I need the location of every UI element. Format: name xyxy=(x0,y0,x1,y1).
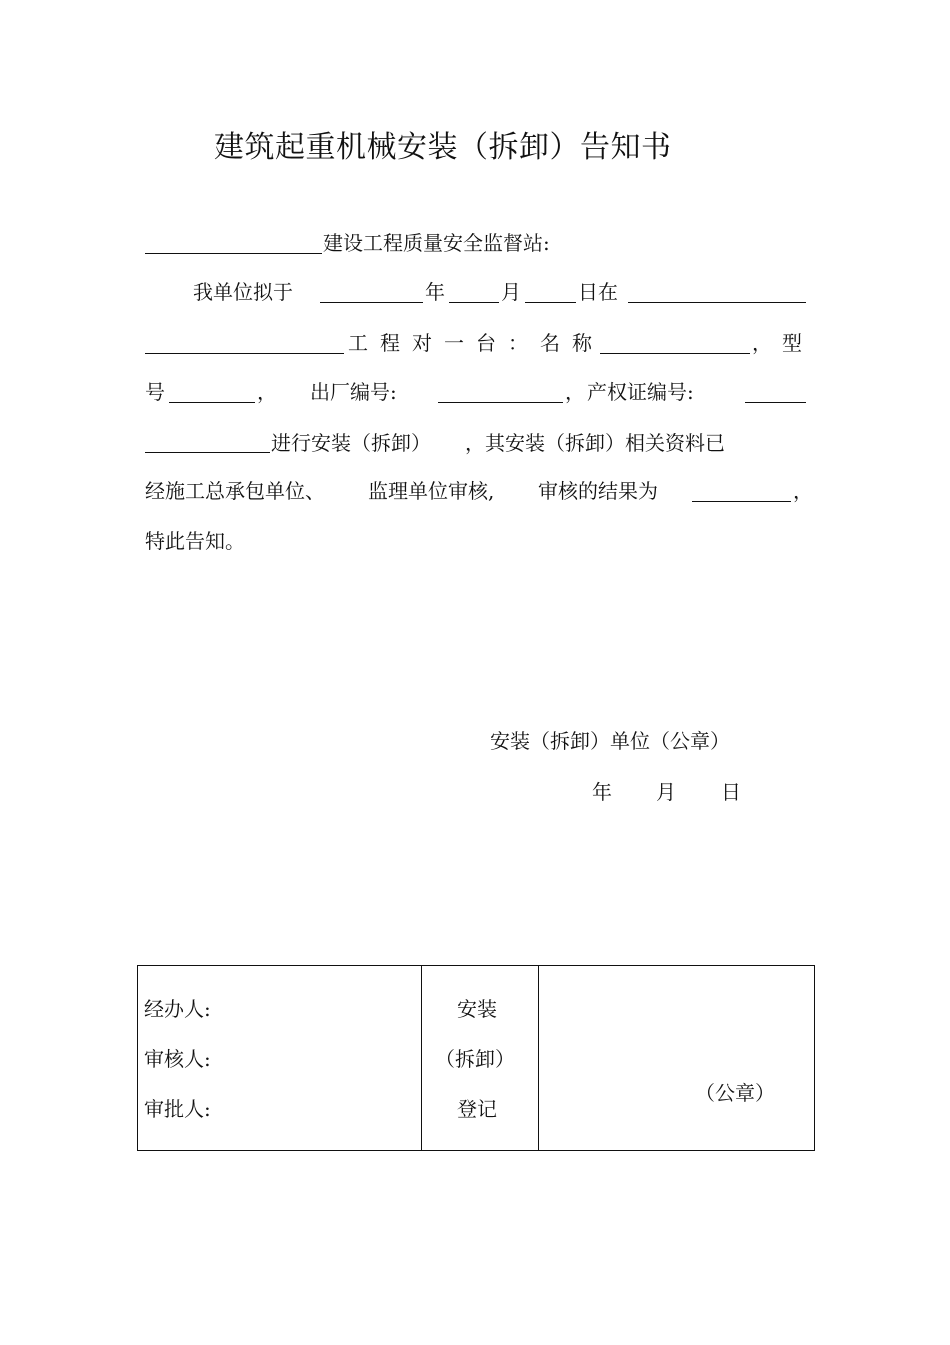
model-char-2: 号 xyxy=(145,380,165,404)
day-blank[interactable] xyxy=(525,302,576,303)
registration-table xyxy=(137,965,815,1151)
comma-3: ， xyxy=(565,380,585,404)
year-label: 年 xyxy=(425,280,445,304)
related-text: ，其安装（拆卸）相关资料已 xyxy=(465,431,725,455)
registration-line-3: 登记 xyxy=(457,1097,497,1121)
document-title: 建筑起重机械安装（拆卸）告知书 xyxy=(214,130,672,165)
comma-4: ， xyxy=(793,479,813,503)
result-blank[interactable] xyxy=(692,501,791,502)
model-char-1: 型 xyxy=(782,331,802,355)
location-blank[interactable] xyxy=(628,302,806,303)
addressee-label: 建设工程质量安全监督站: xyxy=(323,231,550,255)
registration-line-2: （拆卸） xyxy=(435,1047,515,1071)
supervision-text: 监理单位审核, xyxy=(368,479,495,503)
seal-label: （公章） xyxy=(695,1081,775,1105)
factory-no-blank[interactable] xyxy=(438,402,563,403)
project-blank[interactable] xyxy=(145,353,344,354)
p1-start: 我单位拟于 xyxy=(193,280,293,304)
month-blank[interactable] xyxy=(449,302,499,303)
handler-label: 经办人: xyxy=(144,997,211,1021)
model-blank[interactable] xyxy=(169,402,255,403)
signature-day: 日 xyxy=(721,780,741,804)
property-no-blank-1[interactable] xyxy=(745,402,806,403)
approver-label: 审批人: xyxy=(144,1097,211,1121)
comma-1: ， xyxy=(752,331,772,355)
property-no-label: 产权证编号: xyxy=(587,380,694,404)
seal-cell xyxy=(539,966,815,1151)
year-blank[interactable] xyxy=(320,302,423,303)
project-text: 工程对一台：名称 xyxy=(348,331,604,355)
signatories-cell xyxy=(138,966,422,1151)
reviewer-label: 审核人: xyxy=(144,1047,211,1071)
signature-year: 年 xyxy=(592,780,612,804)
signature-month: 月 xyxy=(656,780,676,804)
signature-unit: 安装（拆卸）单位（公章） xyxy=(490,729,730,753)
install-text: 进行安装（拆卸） xyxy=(271,431,431,455)
factory-no-label: 出厂编号: xyxy=(310,380,397,404)
property-no-blank-2[interactable] xyxy=(145,452,270,453)
registration-line-1: 安装 xyxy=(457,997,497,1021)
addressee-blank[interactable] xyxy=(145,253,322,254)
closing-text: 特此告知。 xyxy=(145,529,245,553)
result-text: 审核的结果为 xyxy=(538,479,658,503)
month-label: 月 xyxy=(501,280,521,304)
day-at-label: 日在 xyxy=(578,280,618,304)
comma-2: ， xyxy=(257,380,277,404)
name-blank[interactable] xyxy=(600,353,750,354)
registration-label-cell xyxy=(422,966,539,1151)
reviewed-text: 经施工总承包单位、 xyxy=(145,479,325,503)
